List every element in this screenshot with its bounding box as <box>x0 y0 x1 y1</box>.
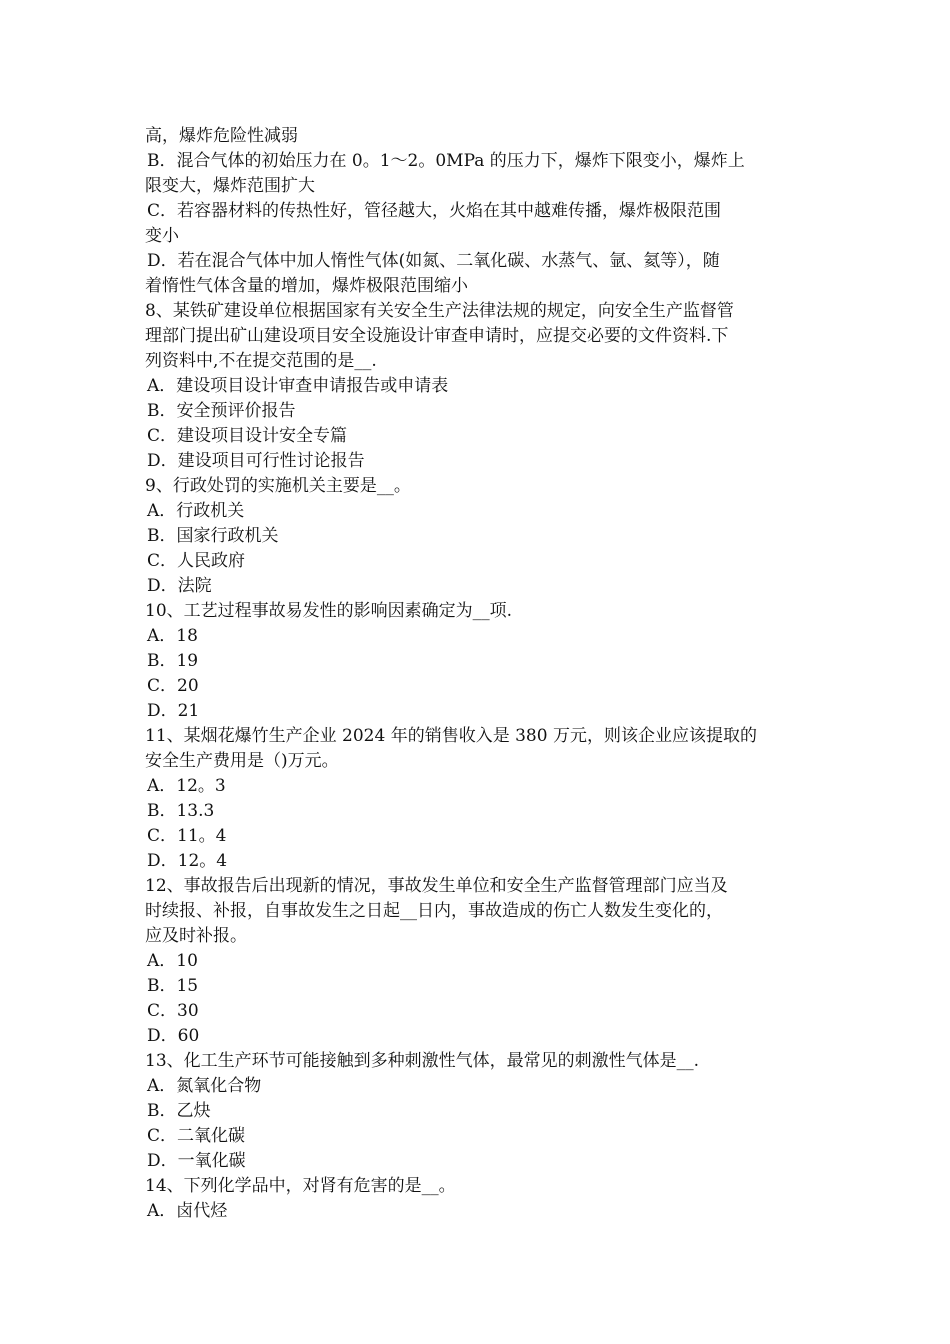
text-line: 9、行政处罚的实施机关主要是__。 <box>145 476 411 496</box>
text-line: 时续报、补报，自事故发生之日起__日内，事故造成的伤亡人数发生变化的， <box>145 901 723 921</box>
answer-option-line: A．卤代烃 <box>147 1201 228 1221</box>
text-line: 高，爆炸危险性减弱 <box>145 126 298 146</box>
text-line: 8、某铁矿建设单位根据国家有关安全生产法律法规的规定，向安全生产监督管 <box>145 301 734 321</box>
text-line: 应及时补报。 <box>145 926 247 946</box>
answer-option-line: C．11。4 <box>147 826 227 846</box>
document-page <box>145 124 810 1224</box>
answer-option-line: C．30 <box>147 1001 199 1021</box>
text-line: 列资料中,不在提交范围的是__. <box>145 351 377 371</box>
answer-option-line: B．混合气体的初始压力在 0。1～2。0MPa 的压力下，爆炸下限变小，爆炸上 <box>147 151 745 171</box>
text-line: 限变大，爆炸范围扩大 <box>145 176 315 196</box>
answer-option-line: D．建设项目可行性讨论报告 <box>147 451 365 471</box>
answer-option-line: A．氮氧化合物 <box>147 1076 262 1096</box>
text-line: 11、某烟花爆竹生产企业 2024 年的销售收入是 380 万元，则该企业应该提取的 <box>145 726 757 746</box>
text-line: 变小 <box>145 226 179 246</box>
answer-option-line: B．19 <box>147 651 199 671</box>
answer-option-line: D．21 <box>147 701 200 721</box>
answer-option-line: C．人民政府 <box>147 551 246 571</box>
answer-option-line: B．15 <box>147 976 199 996</box>
answer-option-line: A．18 <box>147 626 198 646</box>
answer-option-line: A．建设项目设计审查申请报告或申请表 <box>147 376 449 396</box>
answer-option-line: C．二氧化碳 <box>147 1126 246 1146</box>
answer-option-line: C．若容器材料的传热性好，管径越大，火焰在其中越难传播，爆炸极限范围 <box>147 201 722 221</box>
answer-option-line: D．若在混合气体中加人惰性气体(如氮、二氧化碳、水蒸气、氩、氦等），随 <box>147 251 720 271</box>
answer-option-line: B．国家行政机关 <box>147 526 279 546</box>
answer-option-line: B．13.3 <box>147 801 215 821</box>
text-line: 着惰性气体含量的增加，爆炸极限范围缩小 <box>145 276 468 296</box>
answer-option-line: D．12。4 <box>147 851 228 871</box>
answer-option-line: A．行政机关 <box>147 501 245 521</box>
answer-option-line: D．一氧化碳 <box>147 1151 246 1171</box>
answer-option-line: A．12。3 <box>147 776 226 796</box>
text-line: 10、工艺过程事故易发性的影响因素确定为__项. <box>145 601 513 621</box>
answer-option-line: C．建设项目设计安全专篇 <box>147 426 348 446</box>
text-line: 14、下列化学品中，对肾有危害的是__。 <box>145 1176 456 1196</box>
text-line: 理部门提出矿山建设项目安全设施设计审查申请时，应提交必要的文件资料.下 <box>145 326 729 346</box>
answer-option-line: D．60 <box>147 1026 200 1046</box>
answer-option-line: B．安全预评价报告 <box>147 401 296 421</box>
text-line: 13、化工生产环节可能接触到多种刺激性气体，最常见的刺激性气体是__. <box>145 1051 700 1071</box>
answer-option-line: A．10 <box>147 951 198 971</box>
answer-option-line: D．法院 <box>147 576 212 596</box>
answer-option-line: C．20 <box>147 676 199 696</box>
text-line: 安全生产费用是（)万元。 <box>145 751 339 771</box>
text-line: 12、事故报告后出现新的情况，事故发生单位和安全生产监督管理部门应当及 <box>145 876 728 896</box>
answer-option-line: B．乙炔 <box>147 1101 211 1121</box>
